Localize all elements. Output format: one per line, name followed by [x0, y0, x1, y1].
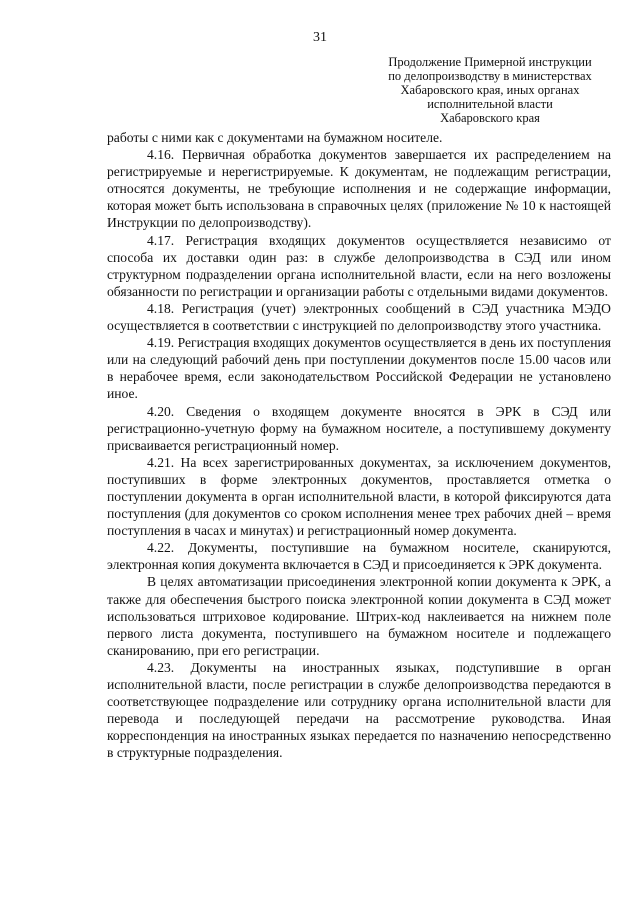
paragraph-4-18: 4.18. Регистрация (учет) электронных сообщений в СЭД участника МЭДО осуществляется в соответствии с инструкцией по делопроизводству этого участника. [107, 300, 611, 334]
document-body [107, 129, 611, 761]
paragraph-barcode: В целях автоматизации присоединения электронной копии документа к ЭРК, а также для обеспечения быстрого поиска электронной копии документа в СЭД может использоваться штриховое кодирование. Штрих-код наклеивается на нижнем поле первого листа документа, поступившего на бумажном носителе и подлежащего сканированию, при его регистрации. [107, 574, 611, 658]
paragraph-4-23: 4.23. Документы на иностранных языках, подступившие в орган исполнительной власти, после регистрации в службе делопроизводства передаются в соответствующее подразделение или сотруднику органа исполнительной власти для перевода и последующей передачи на рассмотрение руководства. Иная корреспонденция на иностранных языках передается по назначению непосредственно в структурные подразделения. [107, 659, 611, 761]
paragraph-4-16: 4.16. Первичная обработка документов завершается их распределением на регистрируемые и нерегистрируемые. К документам, не подлежащим регистрации, относятся документы, не требующие исполнения и не содержащие информации, которая может быть использована в справочных целях (приложение № 10 к настоящей Инструкции по делопроизводству). [107, 147, 611, 231]
paragraph-4-20: 4.20. Сведения о входящем документе вносятся в ЭРК в СЭД или регистрационно-учетную форму на бумажном носителе, а поступившему документу присваивается регистрационный номер. [107, 403, 611, 453]
running-header-line: по делопроизводству в министерствах [388, 69, 592, 83]
paragraph-4-17: 4.17. Регистрация входящих документов осуществляется независимо от способа их доставки один раз: в службе делопроизводства в СЭД или ином структурном подразделении органа исполнительной власти, если на него возложены обязанности по регистрации и организации работы с отдельными видами документов. [107, 232, 611, 299]
running-header-line: Хабаровского края [440, 111, 540, 125]
paragraph-4-19: 4.19. Регистрация входящих документов осуществляется в день их поступления или на следующий рабочий день при поступлении документов после 15.00 часов или в нерабочее время, если законодательством Российской Федерации не установлено иное. [107, 335, 611, 402]
paragraph-4-22: 4.22. Документы, поступившие на бумажном носителе, сканируются, электронная копия документа включается в СЭД и присоединяется к ЭРК документа. [107, 540, 611, 573]
running-header-line: исполнительной власти [427, 97, 553, 111]
running-header-line: Продолжение Примерной инструкции [388, 55, 592, 69]
paragraph-continuation: работы с ними как с документами на бумажном носителе. [107, 130, 443, 145]
paragraph-4-21: 4.21. На всех зарегистрированных документах, за исключением документов, поступивших в форме электронных документов, проставляется отметка о поступлении документа в орган исполнительной власти, в которой фиксируются дата поступления (для документов со сроком исполнения менее трех рабочих дней – время поступления в часах и минутах) и регистрационный номер документа. [107, 454, 611, 539]
running-header-line: Хабаровского края, иных органах [400, 83, 580, 97]
running-header [370, 55, 610, 125]
page-number: 31 [313, 30, 327, 45]
